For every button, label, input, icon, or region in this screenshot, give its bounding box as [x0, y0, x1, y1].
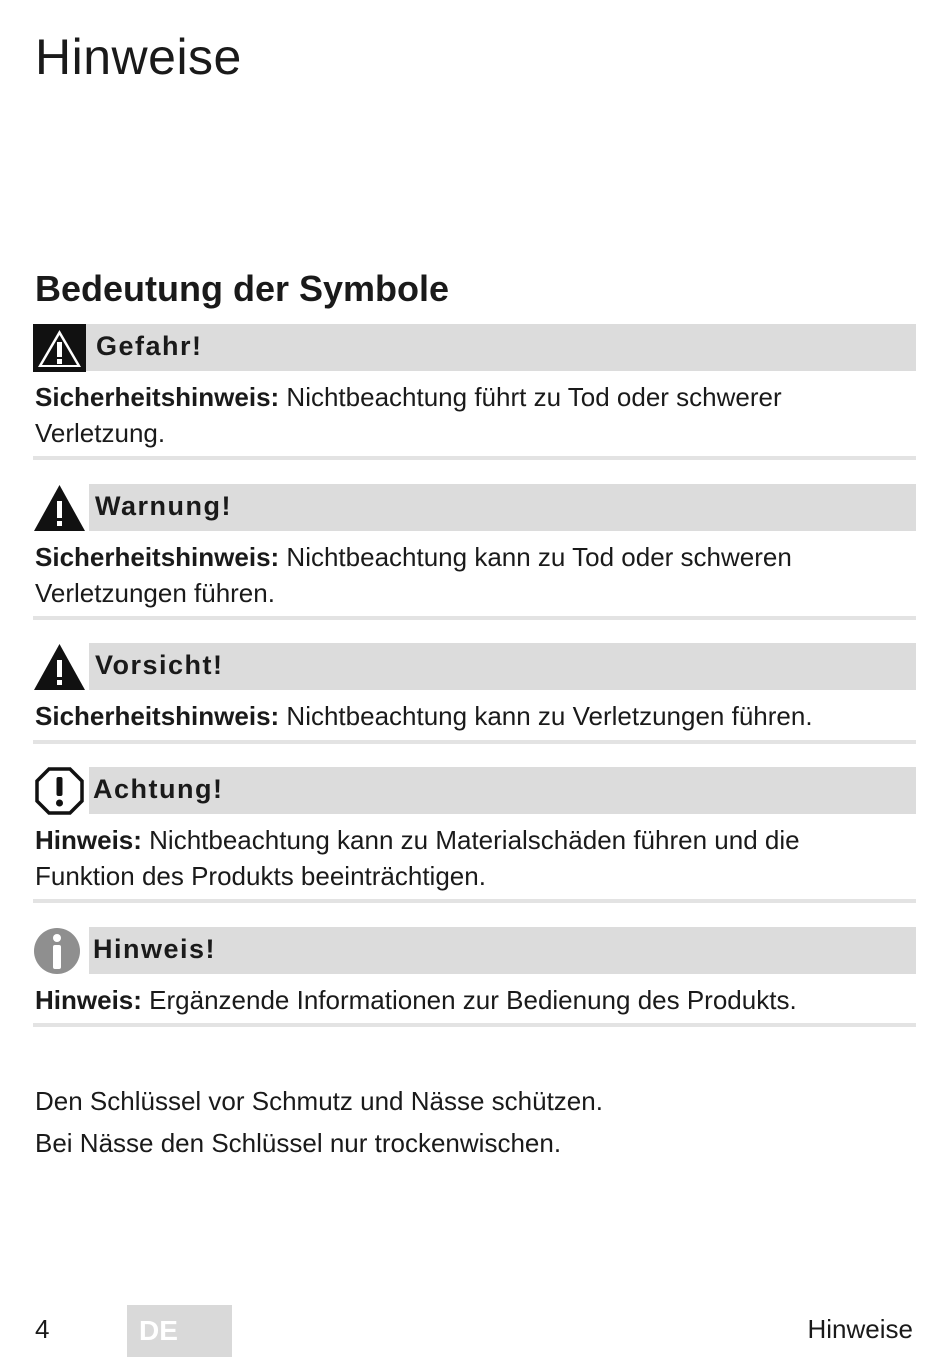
notice-danger: [33, 324, 916, 460]
notice-description: [35, 822, 895, 894]
notice-prefix: Sicherheitshinweis:: [35, 542, 280, 572]
notice-prefix: Sicherheitshinweis:: [35, 701, 280, 731]
notice-description: [35, 698, 895, 734]
divider: [33, 616, 916, 620]
notice-prefix: Sicherheitshinweis:: [35, 382, 280, 412]
divider: [33, 899, 916, 903]
section-heading: Bedeutung der Symbole: [35, 268, 450, 309]
notice-text: Nichtbeachtung kann zu Verletzungen führen.: [279, 701, 813, 731]
notice-label: Gefahr!: [96, 331, 203, 361]
notice-text: Nichtbeachtung kann zu Materialschäden führen und die Funktion des Produkts beeinträchtigen.: [35, 825, 800, 891]
notice-label: Achtung!: [93, 774, 224, 804]
attention-octagon-icon: [33, 767, 86, 815]
divider: [33, 1023, 916, 1027]
notice-text: Nichtbeachtung kann zu Tod oder schweren Verletzungen führen.: [35, 542, 792, 608]
page-title: Hinweise: [35, 29, 242, 85]
notice-info: [33, 927, 916, 1029]
divider: [33, 740, 916, 744]
notice-label: Warnung!: [95, 491, 232, 521]
notice-description: [35, 379, 895, 451]
warning-triangle-icon: [33, 484, 86, 532]
notice-label: Vorsicht!: [95, 650, 224, 680]
notice-description: [35, 539, 895, 611]
language-badge: DE: [127, 1305, 232, 1357]
divider: [33, 456, 916, 460]
care-instruction: Den Schlüssel vor Schmutz und Nässe schützen.: [35, 1086, 603, 1116]
notice-prefix: Hinweis:: [35, 825, 142, 855]
notice-text: Nichtbeachtung führt zu Tod oder schwerer Verletzung.: [35, 382, 782, 448]
notice-prefix: Hinweis:: [35, 985, 142, 1015]
notice-description: [35, 982, 895, 1018]
notice-attention: [33, 767, 916, 905]
footer-section-title: Hinweise: [807, 1314, 913, 1344]
care-instruction: Bei Nässe den Schlüssel nur trockenwischen.: [35, 1128, 562, 1158]
info-circle-icon: [33, 927, 86, 975]
danger-warning-icon: [33, 324, 86, 372]
notice-text: Ergänzende Informationen zur Bedienung des Produkts.: [141, 985, 797, 1015]
notice-caution: [33, 643, 916, 745]
notice-warning: [33, 484, 916, 620]
caution-triangle-icon: [33, 643, 86, 691]
page-number: 4: [35, 1314, 50, 1344]
notice-label: Hinweis!: [93, 934, 217, 964]
